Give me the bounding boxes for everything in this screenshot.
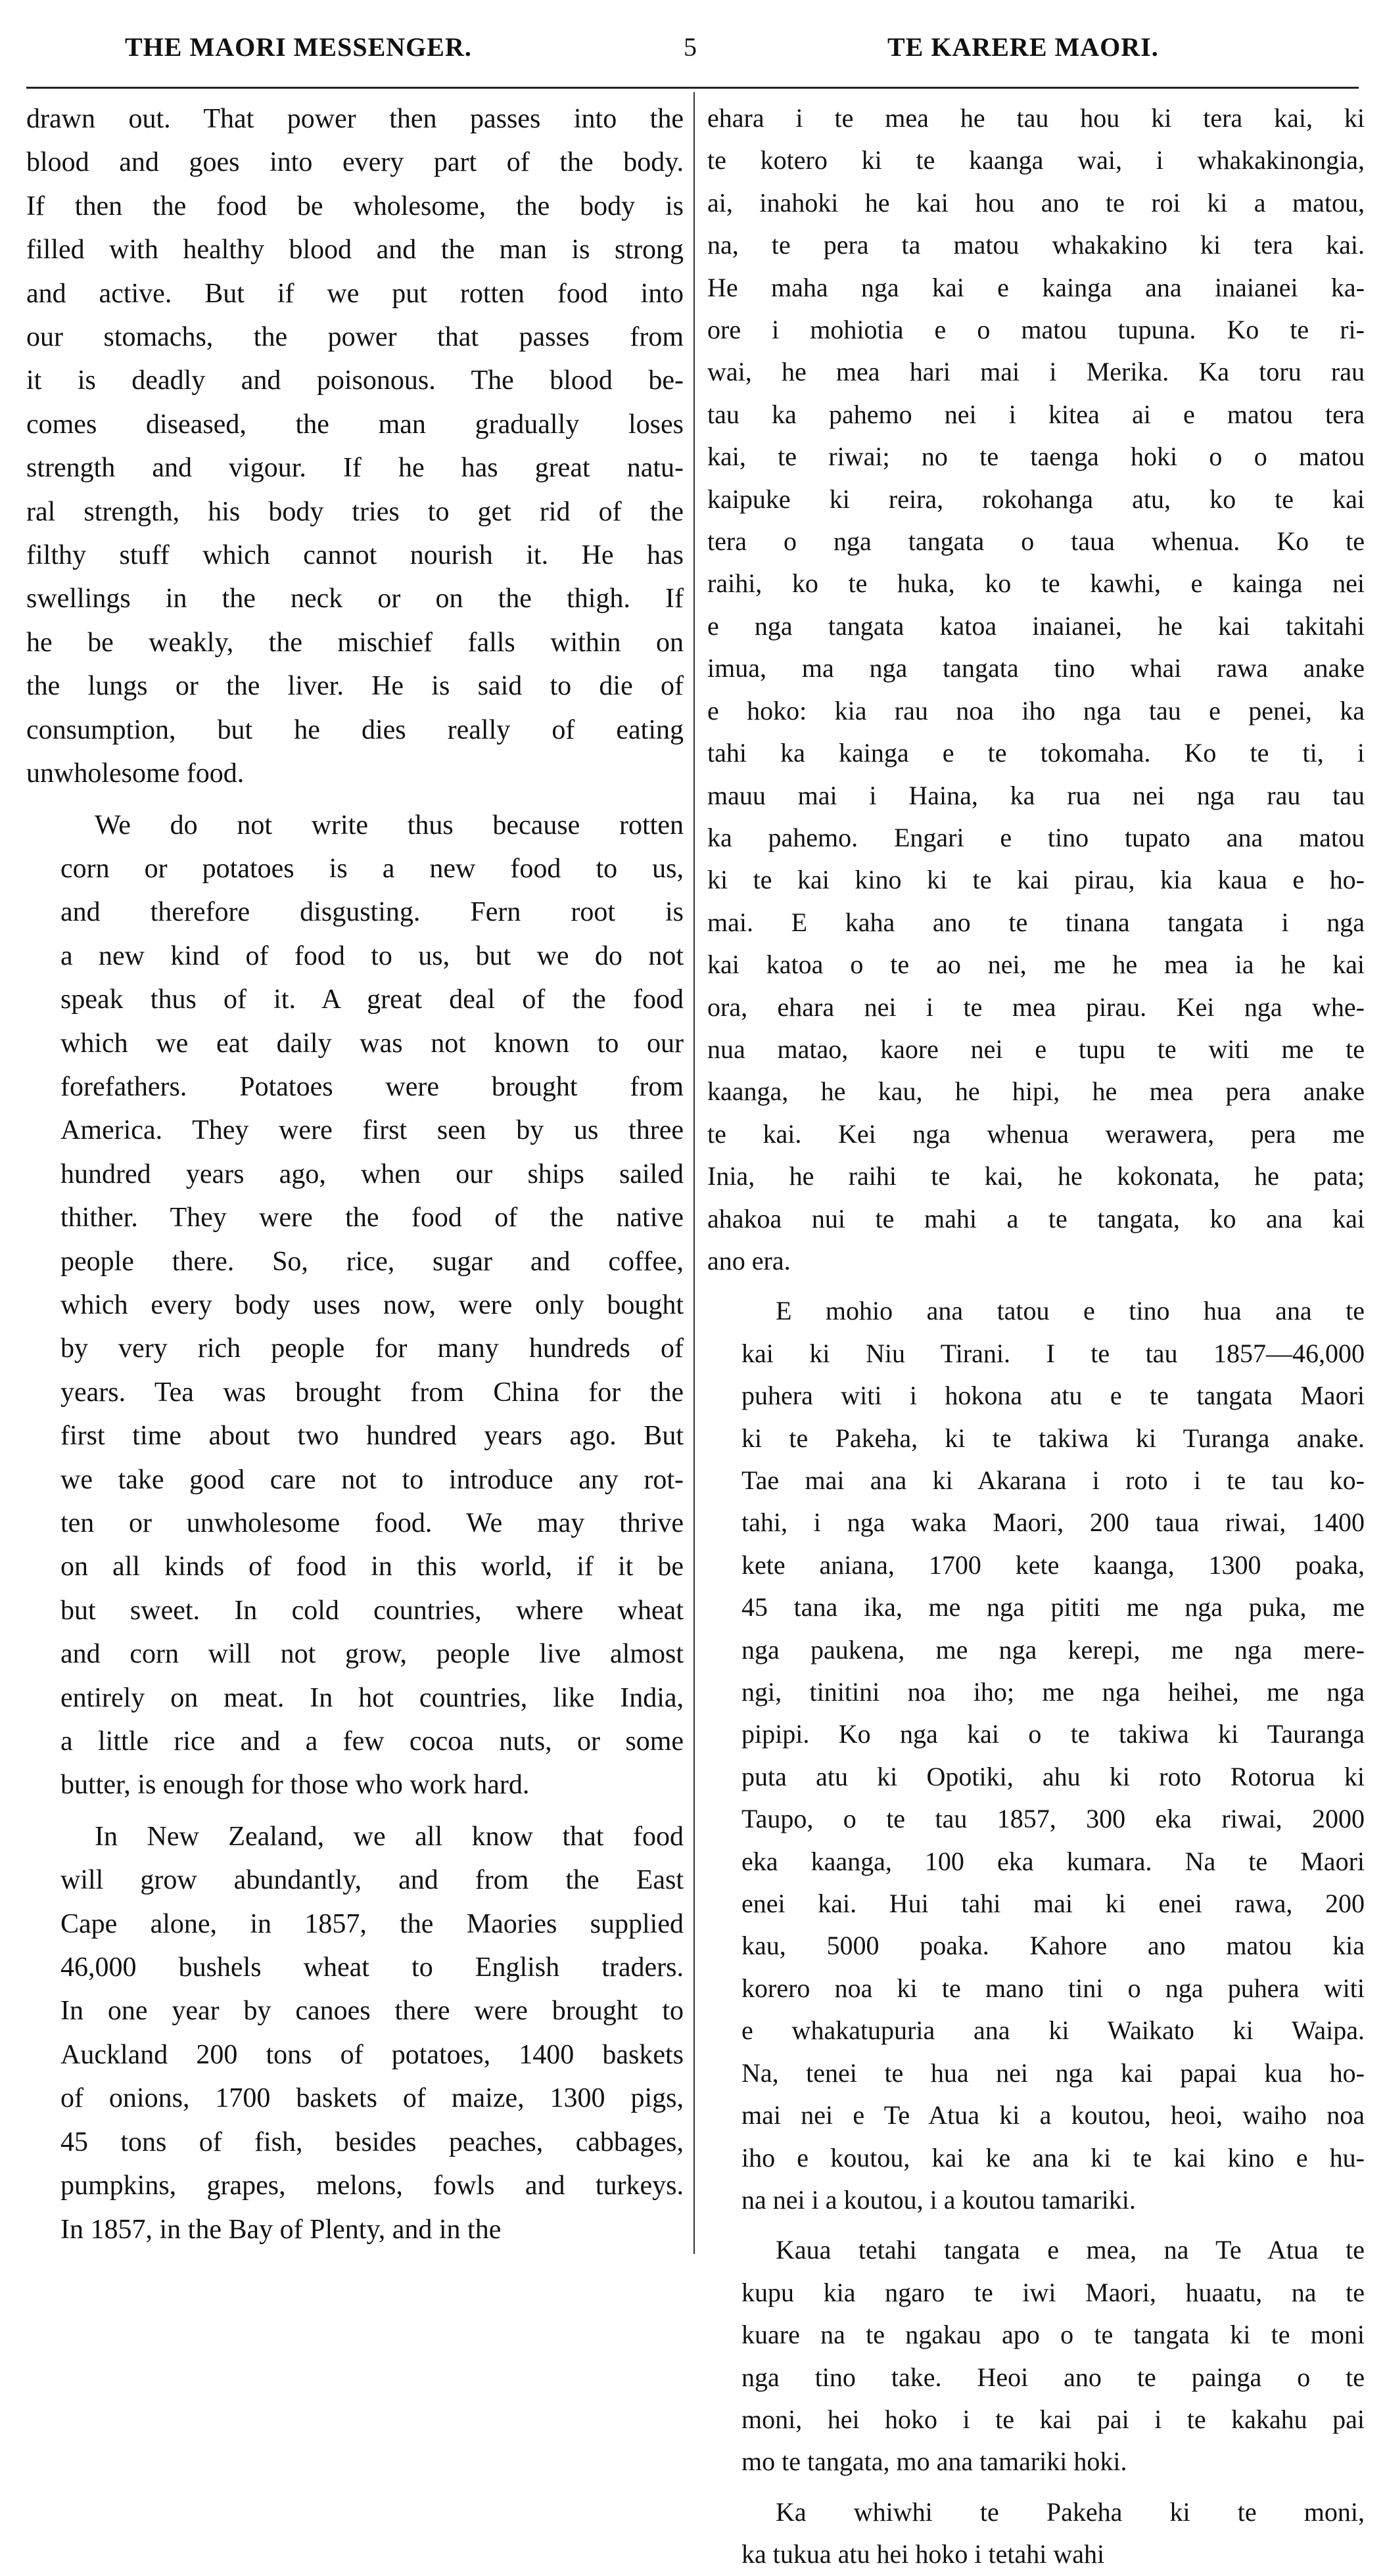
maori-column: [707, 97, 1365, 2576]
text-line: a new kind of food to us, but we do not: [60, 940, 684, 971]
text-line: filthy stuff which cannot nourish it. He has: [26, 540, 684, 571]
text-line: He maha nga kai e kainga ana inaianei ka-: [707, 272, 1365, 302]
text-line: comes diseased, the man gradually loses: [26, 409, 684, 440]
text-line: te kai. Kei nga whenua werawera, pera me: [707, 1118, 1365, 1149]
text-line: will grow abundantly, and from the East: [60, 1865, 684, 1896]
text-line: speak thus of it. A great deal of the food: [60, 984, 684, 1015]
text-line: wai, he mea hari mai i Merika. Ka toru rau: [707, 357, 1365, 387]
text-line: nga paukena, me nga kerepi, me nga mere-: [741, 1634, 1365, 1665]
text-line: 45 tana ika, me nga pititi me nga puka, me: [741, 1592, 1365, 1622]
text-line: If then the food be wholesome, the body is: [26, 191, 684, 221]
text-line: consumption, but he dies really of eating: [26, 714, 684, 745]
text-line: it is deadly and poisonous. The blood be-: [26, 365, 684, 396]
text-line: ral strength, his body tries to get rid of the: [26, 496, 684, 527]
text-line: enei kai. Hui tahi mai ki enei rawa, 200: [741, 1889, 1365, 1919]
text-line: mai nei e Te Atua ki a koutou, heoi, waiho noa: [741, 2100, 1365, 2130]
text-line: iho e koutou, kai ke ana ki te kai kino e hu-: [741, 2142, 1365, 2173]
text-line: our stomachs, the power that passes from: [26, 322, 684, 353]
text-line: Kaua tetahi tangata e mea, na Te Atua te: [776, 2235, 1365, 2265]
text-line: puhera witi i hokona atu e te tangata Maori: [741, 1381, 1365, 1411]
text-line: blood and goes into every part of the body.: [26, 147, 684, 178]
text-line: 46,000 bushels wheat to English traders.: [60, 1952, 684, 1983]
text-line: te kotero ki te kaanga wai, i whakakinongia,: [707, 145, 1365, 175]
text-line: moni, hei hoko i te kai pai i te kakahu pai: [741, 2404, 1365, 2434]
english-column: [26, 97, 684, 2251]
text-line: raihi, ko te huka, ko te kawhi, e kainga nei: [707, 568, 1365, 599]
text-line: tau ka pahemo nei i kitea ai e matou tera: [707, 399, 1365, 429]
text-line: pipipi. Ko nga kai o te takiwa ki Tauranga: [741, 1719, 1365, 1749]
text-line: nga tino take. Heoi ano te painga o te: [741, 2362, 1365, 2392]
text-line: drawn out. That power then passes into the: [26, 104, 684, 134]
text-line: korero noa ki te mano tini o nga puhera witi: [741, 1973, 1365, 2003]
text-line: ki te Pakeha, ki te takiwa ki Turanga anake.: [741, 1423, 1365, 1453]
text-line: na, te pera ta matou whakakino ki tera kai.: [707, 230, 1365, 260]
text-line: pumpkins, grapes, melons, fowls and turkeys.: [60, 2171, 684, 2201]
text-line: kai, te riwai; no te taenga hoki o o matou: [707, 442, 1365, 472]
text-line: butter, is enough for those who work hard.: [60, 1770, 530, 1801]
text-line: we take good care not to introduce any rot-: [60, 1464, 684, 1495]
text-line: Cape alone, in 1857, the Maories supplied: [60, 1908, 684, 1939]
text-line: people there. So, rice, sugar and coffee,: [60, 1246, 684, 1277]
text-line: corn or potatoes is a new food to us,: [60, 853, 684, 884]
text-line: In 1857, in the Bay of Plenty, and in the: [60, 2214, 502, 2245]
text-line: ka pahemo. Engari e tino tupato ana matou: [707, 822, 1365, 852]
text-line: Inia, he raihi te kai, he kokonata, he pata;: [707, 1161, 1365, 1191]
text-line: but sweet. In cold countries, where wheat: [60, 1595, 684, 1626]
text-line: kai ki Niu Tirani. I te tau 1857—46,000: [741, 1338, 1365, 1368]
text-line: filled with healthy blood and the man is strong: [26, 235, 684, 265]
text-line: and corn will not grow, people live almost: [60, 1639, 684, 1670]
text-line: first time about two hundred years ago. But: [60, 1421, 684, 1452]
text-line: na nei i a koutou, i a koutou tamariki.: [741, 2184, 1136, 2215]
text-line: kete aniana, 1700 kete kaanga, 1300 poaka,: [741, 1550, 1365, 1580]
text-line: ka tukua atu hei hoko i tetahi wahi: [741, 2539, 1105, 2569]
text-line: Tae mai ana ki Akarana i roto i te tau ko-: [741, 1465, 1365, 1495]
text-line: the lungs or the liver. He is said to die of: [26, 671, 684, 702]
text-line: entirely on meat. In hot countries, like India,: [60, 1682, 684, 1713]
maori-masthead: TE KARERE MAORI.: [887, 32, 1159, 62]
text-line: thither. They were the food of the native: [60, 1203, 684, 1233]
text-line: and therefore disgusting. Fern root is: [60, 897, 684, 928]
text-line: kupu kia ngaro te iwi Maori, huaatu, na te: [741, 2277, 1365, 2307]
text-line: Ka whiwhi te Pakeha ki te moni,: [776, 2496, 1365, 2527]
paragraph: [707, 97, 1365, 1282]
text-line: tera o nga tangata o taua whenua. Ko te: [707, 526, 1365, 557]
text-line: and active. But if we put rotten food into: [26, 278, 684, 309]
text-line: swellings in the neck or on the thigh. If: [26, 584, 684, 614]
header-rule: [26, 87, 1359, 89]
text-line: e whakatupuria ana ki Waikato ki Waipa.: [741, 2015, 1365, 2046]
text-line: e hoko: kia rau noa iho nga tau e penei, ka: [707, 695, 1365, 725]
text-line: mauu mai i Haina, ka rua nei nga rau tau: [707, 780, 1365, 810]
text-line: ora, ehara nei i te mea pirau. Kei nga whe-: [707, 992, 1365, 1022]
text-line: Auckland 200 tons of potatoes, 1400 baskets: [60, 2039, 684, 2070]
text-line: unwholesome food.: [26, 758, 245, 789]
text-line: kai katoa o te ao nei, me he mea ia he kai: [707, 950, 1365, 980]
page-header: [26, 25, 1359, 71]
paragraph: [26, 97, 684, 796]
text-line: ano era.: [707, 1245, 791, 1276]
text-line: ngi, tinitini noa iho; me nga heihei, me nga: [741, 1677, 1365, 1707]
text-line: Taupo, o te tau 1857, 300 eka riwai, 2000: [741, 1804, 1365, 1834]
text-line: ten or unwholesome food. We may thrive: [60, 1508, 684, 1538]
paragraph: [707, 2491, 1365, 2576]
text-line: kau, 5000 poaka. Kahore ano matou kia: [741, 1931, 1365, 1961]
text-line: nua matao, kaore nei e tupu te witi me te: [707, 1034, 1365, 1064]
text-line: forefathers. Potatoes were brought from: [60, 1071, 684, 1102]
text-line: hundred years ago, when our ships sailed: [60, 1159, 684, 1189]
text-line: 45 tons of fish, besides peaches, cabbages,: [60, 2127, 684, 2157]
column-divider: [693, 92, 695, 2254]
paragraph: [707, 2229, 1365, 2483]
text-line: on all kinds of food in this world, if it be: [60, 1552, 684, 1582]
text-line: puta atu ki Opotiki, ahu ki roto Rotorua ki: [741, 1761, 1365, 1791]
text-line: which every body uses now, were only bought: [60, 1289, 684, 1320]
text-line: ehara i te mea he tau hou ki tera kai, ki: [707, 103, 1365, 133]
text-line: imua, ma nga tangata tino whai rawa anake: [707, 653, 1365, 683]
paragraph: [707, 1290, 1365, 2221]
text-line: years. Tea was brought from China for the: [60, 1377, 684, 1408]
text-line: Na, tenei te hua nei nga kai papai kua ho-: [741, 2058, 1365, 2088]
page-number: 5: [684, 32, 697, 62]
english-masthead: THE MAORI MESSENGER.: [125, 32, 472, 62]
text-line: kaanga, he kau, he hipi, he mea pera anake: [707, 1076, 1365, 1107]
text-line: ahakoa nui te mahi a te tangata, ko ana kai: [707, 1203, 1365, 1233]
text-line: tahi ka kainga e te tokomaha. Ko te ti, i: [707, 738, 1365, 768]
text-line: tahi, i nga waka Maori, 200 taua riwai, 1400: [741, 1507, 1365, 1538]
text-line: of onions, 1700 baskets of maize, 1300 pigs,: [60, 2083, 684, 2114]
text-line: America. They were first seen by us three: [60, 1115, 684, 1146]
text-line: ai, inahoki he kai hou ano te roi ki a matou,: [707, 187, 1365, 218]
text-line: e nga tangata katoa inaianei, he kai takitahi: [707, 610, 1365, 641]
paragraph: [26, 804, 684, 1807]
text-line: In one year by canoes there were brought to: [60, 1996, 684, 2027]
text-line: ki te kai kino ki te kai pirau, kia kaua e ho-: [707, 865, 1365, 895]
text-line: kaipuke ki reira, rokohanga atu, ko te kai: [707, 484, 1365, 514]
text-line: We do not write thus because rotten: [95, 810, 684, 840]
text-line: kuare na te ngakau apo o te tangata ki te moni: [741, 2320, 1365, 2350]
text-line: strength and vigour. If he has great natu-: [26, 453, 684, 484]
text-line: a little rice and a few cocoa nuts, or some: [60, 1726, 684, 1757]
text-line: which we eat daily was not known to our: [60, 1028, 684, 1059]
text-line: by very rich people for many hundreds of: [60, 1333, 684, 1364]
text-line: ore i mohiotia e o matou tupuna. Ko te ri-: [707, 315, 1365, 345]
text-line: E mohio ana tatou e tino hua ana te: [776, 1296, 1365, 1326]
text-line: mai. E kaha ano te tinana tangata i nga: [707, 907, 1365, 937]
text-line: mo te tangata, mo ana tamariki hoki.: [741, 2447, 1127, 2477]
text-line: he be weakly, the mischief falls within on: [26, 627, 684, 658]
text-line: eka kaanga, 100 eka kumara. Na te Maori: [741, 1846, 1365, 1876]
text-line: In New Zealand, we all know that food: [95, 1821, 684, 1852]
paragraph: [26, 1815, 684, 2251]
